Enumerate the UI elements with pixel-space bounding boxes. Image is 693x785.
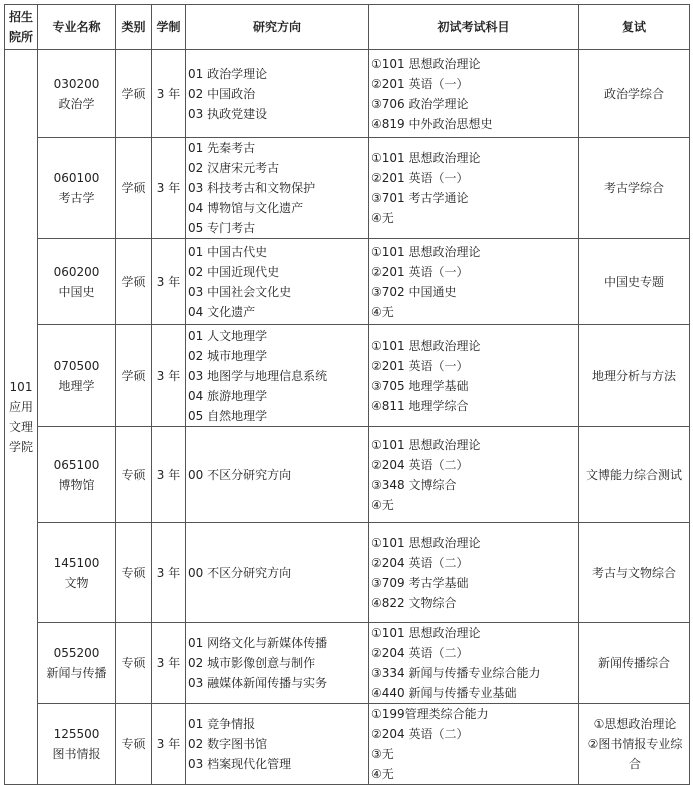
type-cell: 学硕 [116, 239, 152, 325]
exam-item: ④440 新闻与传播专业基础 [371, 686, 517, 700]
exam-item: ②201 英语（一） [371, 358, 469, 373]
exam-item: ③706 政治学理论 [371, 96, 469, 111]
exam-item: ①101 思想政治理论 [371, 338, 481, 353]
table-body [5, 50, 690, 785]
direction-item: 03 科技考古和文物保护 [188, 181, 316, 195]
exam-item: ②204 英语（二） [371, 646, 469, 660]
direction-item: 01 竞争情报 [188, 717, 256, 731]
direction-cell [186, 523, 369, 623]
major-cell [38, 239, 116, 325]
header-major: 专业名称 [38, 5, 116, 50]
admissions-table-container [4, 4, 690, 785]
exam-cell [369, 138, 579, 239]
exam-item: ②204 英语（二） [371, 727, 469, 741]
major-name: 文物 [64, 575, 89, 590]
exam-item: ③705 地理学基础 [371, 378, 469, 393]
exam-item: ③无 [371, 747, 394, 761]
direction-item: 03 档案现代化管理 [188, 757, 292, 771]
direction-item: 02 汉唐宋元考古 [188, 161, 280, 175]
header-retest: 复试 [579, 5, 690, 50]
direction-item: 03 中国社会文化史 [188, 284, 292, 299]
type-cell: 专硕 [116, 623, 152, 704]
direction-cell [186, 239, 369, 325]
direction-item: 03 地图学与地理信息系统 [188, 368, 328, 383]
direction-item: 02 中国近现代史 [188, 264, 280, 279]
exam-item: ③701 考古学通论 [371, 191, 469, 205]
table-row [5, 523, 690, 623]
direction-item: 02 城市影像创意与制作 [188, 656, 316, 670]
exam-cell [369, 50, 579, 138]
direction-cell [186, 427, 369, 523]
type-cell: 学硕 [116, 325, 152, 427]
exam-cell [369, 704, 579, 785]
direction-item: 01 网络文化与新媒体传播 [188, 636, 328, 650]
retest-cell [579, 325, 690, 427]
exam-item: ②204 英语（二） [371, 457, 469, 472]
exam-item: ④无 [371, 304, 394, 319]
duration-cell: 3 年 [152, 325, 186, 427]
exam-item: ①199管理类综合能力 [371, 707, 489, 721]
header-direction: 研究方向 [186, 5, 369, 50]
exam-item: ③334 新闻与传播专业综合能力 [371, 666, 541, 680]
direction-item: 01 人文地理学 [188, 328, 268, 343]
college-line: 学院 [8, 440, 33, 454]
direction-item: 00 不区分研究方向 [188, 467, 292, 482]
type-cell: 学硕 [116, 138, 152, 239]
direction-cell [186, 50, 369, 138]
major-code: 060100 [53, 171, 100, 185]
direction-cell [186, 325, 369, 427]
exam-item: ①101 思想政治理论 [371, 437, 481, 452]
exam-item: ①101 思想政治理论 [371, 626, 481, 640]
retest-item: 新闻传播综合 [597, 656, 670, 670]
exam-item: ②201 英语（一） [371, 264, 469, 279]
exam-item: ③348 文博综合 [371, 477, 457, 492]
retest-cell [579, 50, 690, 138]
header-row [5, 5, 690, 50]
retest-cell [579, 239, 690, 325]
direction-cell [186, 704, 369, 785]
header-college: 招生 院所 [5, 5, 38, 50]
major-code: 065100 [53, 457, 100, 472]
type-cell: 专硕 [116, 427, 152, 523]
major-cell [38, 325, 116, 427]
type-cell: 专硕 [116, 523, 152, 623]
major-cell [38, 523, 116, 623]
duration-cell: 3 年 [152, 427, 186, 523]
retest-cell [579, 427, 690, 523]
retest-item: 合 [628, 757, 641, 771]
exam-item: ④无 [371, 767, 394, 781]
table-row [5, 623, 690, 704]
direction-cell [186, 138, 369, 239]
type-cell: 专硕 [116, 704, 152, 785]
major-code: 070500 [53, 358, 100, 373]
college-line: 应用 [8, 400, 33, 414]
duration-cell: 3 年 [152, 523, 186, 623]
retest-item: 考古与文物综合 [591, 565, 676, 580]
retest-item: ②图书情报专业综 [587, 737, 683, 751]
major-cell [38, 138, 116, 239]
exam-item: ②201 英语（一） [371, 171, 469, 185]
major-cell [38, 623, 116, 704]
exam-item: ①101 思想政治理论 [371, 535, 481, 550]
retest-cell [579, 623, 690, 704]
retest-item: 政治学综合 [603, 86, 664, 101]
retest-cell [579, 138, 690, 239]
direction-item: 02 城市地理学 [188, 348, 268, 363]
direction-item: 01 政治学理论 [188, 66, 268, 81]
table-row [5, 50, 690, 138]
retest-item: 地理分析与方法 [591, 368, 676, 383]
retest-cell [579, 704, 690, 785]
table-row [5, 704, 690, 785]
duration-cell: 3 年 [152, 623, 186, 704]
major-cell [38, 427, 116, 523]
major-code: 060200 [53, 264, 100, 279]
table-row [5, 239, 690, 325]
direction-item: 03 执政党建设 [188, 106, 268, 121]
exam-item: ④819 中外政治思想史 [371, 116, 493, 131]
college-line: 101 [9, 380, 33, 394]
retest-item: 考古学综合 [603, 181, 664, 195]
exam-item: ④无 [371, 497, 394, 512]
direction-item: 03 融媒体新闻传播与实务 [188, 676, 328, 690]
college-cell [5, 50, 38, 785]
exam-cell [369, 239, 579, 325]
exam-item: ②201 英语（一） [371, 76, 469, 91]
direction-item: 01 先秦考古 [188, 141, 256, 155]
direction-item: 04 博物馆与文化遗产 [188, 201, 304, 215]
exam-cell [369, 427, 579, 523]
direction-item: 04 文化遗产 [188, 304, 256, 319]
exam-item: ④无 [371, 211, 394, 225]
table-row [5, 427, 690, 523]
major-code: 125500 [53, 727, 100, 741]
duration-cell: 3 年 [152, 704, 186, 785]
major-name: 考古学 [58, 191, 95, 205]
exam-cell [369, 325, 579, 427]
retest-cell [579, 523, 690, 623]
retest-item: ①思想政治理论 [593, 717, 677, 731]
exam-item: ③702 中国通史 [371, 284, 457, 299]
table-row [5, 138, 690, 239]
exam-item: ②204 英语（二） [371, 555, 469, 570]
major-cell [38, 50, 116, 138]
duration-cell: 3 年 [152, 138, 186, 239]
exam-item: ④822 文物综合 [371, 595, 457, 610]
exam-item: ③709 考古学基础 [371, 575, 469, 590]
major-cell [38, 704, 116, 785]
duration-cell: 3 年 [152, 50, 186, 138]
direction-item: 02 中国政治 [188, 86, 256, 101]
direction-item: 04 旅游地理学 [188, 388, 268, 403]
admissions-table [4, 4, 690, 785]
major-name: 图书情报 [52, 747, 101, 761]
header-exam: 初试考试科目 [369, 5, 579, 50]
major-name: 地理学 [58, 378, 95, 393]
table-row [5, 325, 690, 427]
direction-cell [186, 623, 369, 704]
major-code: 055200 [53, 646, 100, 660]
major-code: 145100 [53, 555, 100, 570]
major-name: 博物馆 [58, 477, 95, 492]
retest-item: 中国史专题 [603, 274, 664, 289]
exam-cell [369, 623, 579, 704]
college-line: 文理 [8, 420, 33, 434]
exam-item: ④811 地理学综合 [371, 398, 469, 413]
direction-item: 05 专门考古 [188, 221, 256, 235]
exam-item: ①101 思想政治理论 [371, 244, 481, 259]
major-name: 中国史 [58, 284, 95, 299]
header-type: 类别 [116, 5, 152, 50]
direction-item: 01 中国古代史 [188, 244, 268, 259]
major-name: 政治学 [58, 96, 95, 111]
retest-item: 文博能力综合测试 [585, 467, 682, 482]
exam-item: ①101 思想政治理论 [371, 56, 481, 71]
exam-item: ①101 思想政治理论 [371, 151, 481, 165]
direction-item: 00 不区分研究方向 [188, 565, 292, 580]
exam-cell [369, 523, 579, 623]
type-cell: 学硕 [116, 50, 152, 138]
duration-cell: 3 年 [152, 239, 186, 325]
header-duration: 学制 [152, 5, 186, 50]
major-name: 新闻与传播 [46, 666, 107, 680]
major-code: 030200 [53, 76, 100, 91]
direction-item: 05 自然地理学 [188, 408, 268, 423]
direction-item: 02 数字图书馆 [188, 737, 268, 751]
